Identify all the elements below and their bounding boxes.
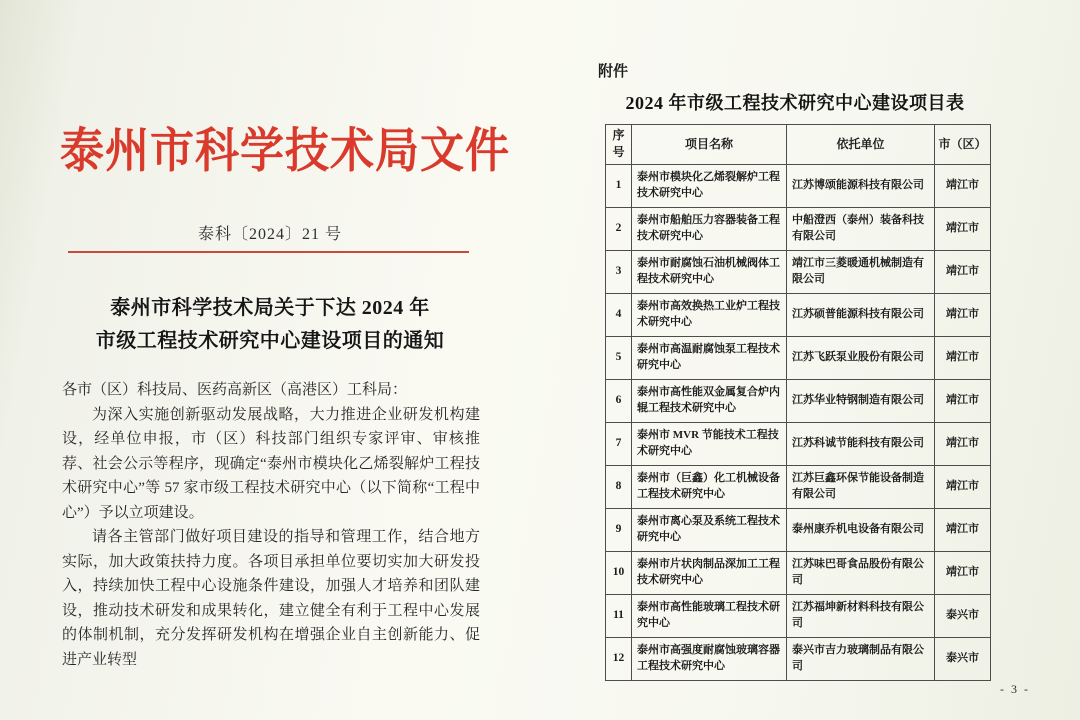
project-name: 泰州市离心泵及系统工程技术研究中心 bbox=[632, 508, 787, 551]
city-district: 泰兴市 bbox=[935, 594, 991, 637]
city-district: 靖江市 bbox=[935, 336, 991, 379]
attachment-page bbox=[540, 0, 1080, 720]
document-number: 泰科〔2024〕21 号 bbox=[197, 226, 342, 243]
letterhead-title: 泰州市科学技术局文件 bbox=[60, 124, 510, 178]
supporting-unit: 中船澄西（泰州）装备科技有限公司 bbox=[787, 207, 935, 250]
table-row bbox=[606, 508, 991, 551]
city-district: 靖江市 bbox=[935, 250, 991, 293]
table-row bbox=[606, 637, 991, 680]
table-row bbox=[606, 336, 991, 379]
project-name: 泰州市高温耐腐蚀泵工程技术研究中心 bbox=[632, 336, 787, 379]
city-district: 靖江市 bbox=[935, 422, 991, 465]
row-number: 10 bbox=[606, 551, 632, 594]
city-district: 靖江市 bbox=[935, 207, 991, 250]
project-name: 泰州市高效换热工业炉工程技术研究中心 bbox=[632, 293, 787, 336]
supporting-unit: 江苏科诚节能科技有限公司 bbox=[787, 422, 935, 465]
supporting-unit: 江苏味巴哥食品股份有限公司 bbox=[787, 551, 935, 594]
notice-title-line1: 泰州市科学技术局关于下达 2024 年 bbox=[110, 297, 430, 319]
header-row-number: 序号 bbox=[606, 125, 632, 165]
header-supporting-unit: 依托单位 bbox=[787, 125, 935, 165]
table-row bbox=[606, 594, 991, 637]
city-district: 靖江市 bbox=[935, 465, 991, 508]
projects-table-body bbox=[606, 164, 991, 680]
project-name: 泰州市 MVR 节能技术工程技术研究中心 bbox=[632, 422, 787, 465]
row-number: 9 bbox=[606, 508, 632, 551]
supporting-unit: 江苏华业特钢制造有限公司 bbox=[787, 379, 935, 422]
row-number: 11 bbox=[606, 594, 632, 637]
table-row bbox=[606, 250, 991, 293]
table-row bbox=[606, 465, 991, 508]
table-row bbox=[606, 422, 991, 465]
table-row bbox=[606, 207, 991, 250]
row-number: 4 bbox=[606, 293, 632, 336]
project-name: 泰州市片状肉制品深加工工程技术研究中心 bbox=[632, 551, 787, 594]
page-number: - 3 - bbox=[1000, 682, 1030, 696]
notice-body bbox=[62, 378, 480, 678]
row-number: 2 bbox=[606, 207, 632, 250]
city-district: 靖江市 bbox=[935, 379, 991, 422]
project-name: 泰州市高性能玻璃工程技术研究中心 bbox=[632, 594, 787, 637]
notice-title-line2: 市级工程技术研究中心建设项目的通知 bbox=[95, 330, 445, 352]
city-district: 靖江市 bbox=[935, 293, 991, 336]
header-row bbox=[606, 125, 991, 165]
supporting-unit: 靖江市三菱暖通机械制造有限公司 bbox=[787, 250, 935, 293]
project-name: 泰州市高强度耐腐蚀玻璃容器工程技术研究中心 bbox=[632, 637, 787, 680]
supporting-unit: 泰兴市吉力玻璃制品有限公司 bbox=[787, 637, 935, 680]
table-row bbox=[606, 551, 991, 594]
supporting-unit: 江苏博颂能源科技有限公司 bbox=[787, 164, 935, 207]
table-row bbox=[606, 293, 991, 336]
supporting-unit: 江苏巨鑫环保节能设备制造有限公司 bbox=[787, 465, 935, 508]
row-number: 8 bbox=[606, 465, 632, 508]
project-name: 泰州市（巨鑫）化工机械设备工程技术研究中心 bbox=[632, 465, 787, 508]
supporting-unit: 江苏福坤新材料科技有限公司 bbox=[787, 594, 935, 637]
body-paragraph-2: 请各主管部门做好项目建设的指导和管理工作，结合地方实际，加大政策扶持力度。各项目承担单位要切实加大研发投入，持续加快工程中心设施条件建设，加强人才培养和团队建设，推动技术研发和成果转化，建立健全有利于工程中心发展的体制机制，充分发挥研发机构在增强企业自主创新能力、促进产业转型 bbox=[62, 529, 480, 668]
supporting-unit: 泰州康乔机电设备有限公司 bbox=[787, 508, 935, 551]
body-paragraph-1: 为深入实施创新驱动发展战略，大力推进企业研发机构建设，经单位申报，市（区）科技部门组织专家评审、审核推荐、社会公示等程序，现确定“泰州市模块化乙烯裂解炉工程技术研究中心”等 57 家市级工程技术研究中心（以下简称“工程中心”）予以立项建设。 bbox=[62, 406, 480, 521]
table-row bbox=[606, 164, 991, 207]
city-district: 泰兴市 bbox=[935, 637, 991, 680]
projects-table-header bbox=[606, 125, 991, 165]
row-number: 12 bbox=[606, 637, 632, 680]
row-number: 3 bbox=[606, 250, 632, 293]
supporting-unit: 江苏飞跃泵业股份有限公司 bbox=[787, 336, 935, 379]
row-number: 7 bbox=[606, 422, 632, 465]
header-project-name: 项目名称 bbox=[632, 125, 787, 165]
city-district: 靖江市 bbox=[935, 164, 991, 207]
attachment-label: 附件 bbox=[598, 64, 629, 80]
city-district: 靖江市 bbox=[935, 508, 991, 551]
header-city-district: 市（区） bbox=[935, 125, 991, 165]
projects-table bbox=[605, 124, 991, 681]
supporting-unit: 江苏硕普能源科技有限公司 bbox=[787, 293, 935, 336]
project-name: 泰州市模块化乙烯裂解炉工程技术研究中心 bbox=[632, 164, 787, 207]
red-divider-rule bbox=[68, 251, 469, 253]
notice-title bbox=[60, 292, 480, 358]
project-name: 泰州市高性能双金属复合炉内辊工程技术研究中心 bbox=[632, 379, 787, 422]
salutation: 各市（区）科技局、医药高新区（高港区）工科局： bbox=[62, 382, 408, 398]
table-row bbox=[606, 379, 991, 422]
row-number: 5 bbox=[606, 336, 632, 379]
table-title: 2024 年市级工程技术研究中心建设项目表 bbox=[625, 93, 965, 113]
row-number: 1 bbox=[606, 164, 632, 207]
project-name: 泰州市耐腐蚀石油机械阀体工程技术研究中心 bbox=[632, 250, 787, 293]
project-name: 泰州市船舶压力容器装备工程技术研究中心 bbox=[632, 207, 787, 250]
row-number: 6 bbox=[606, 379, 632, 422]
city-district: 靖江市 bbox=[935, 551, 991, 594]
